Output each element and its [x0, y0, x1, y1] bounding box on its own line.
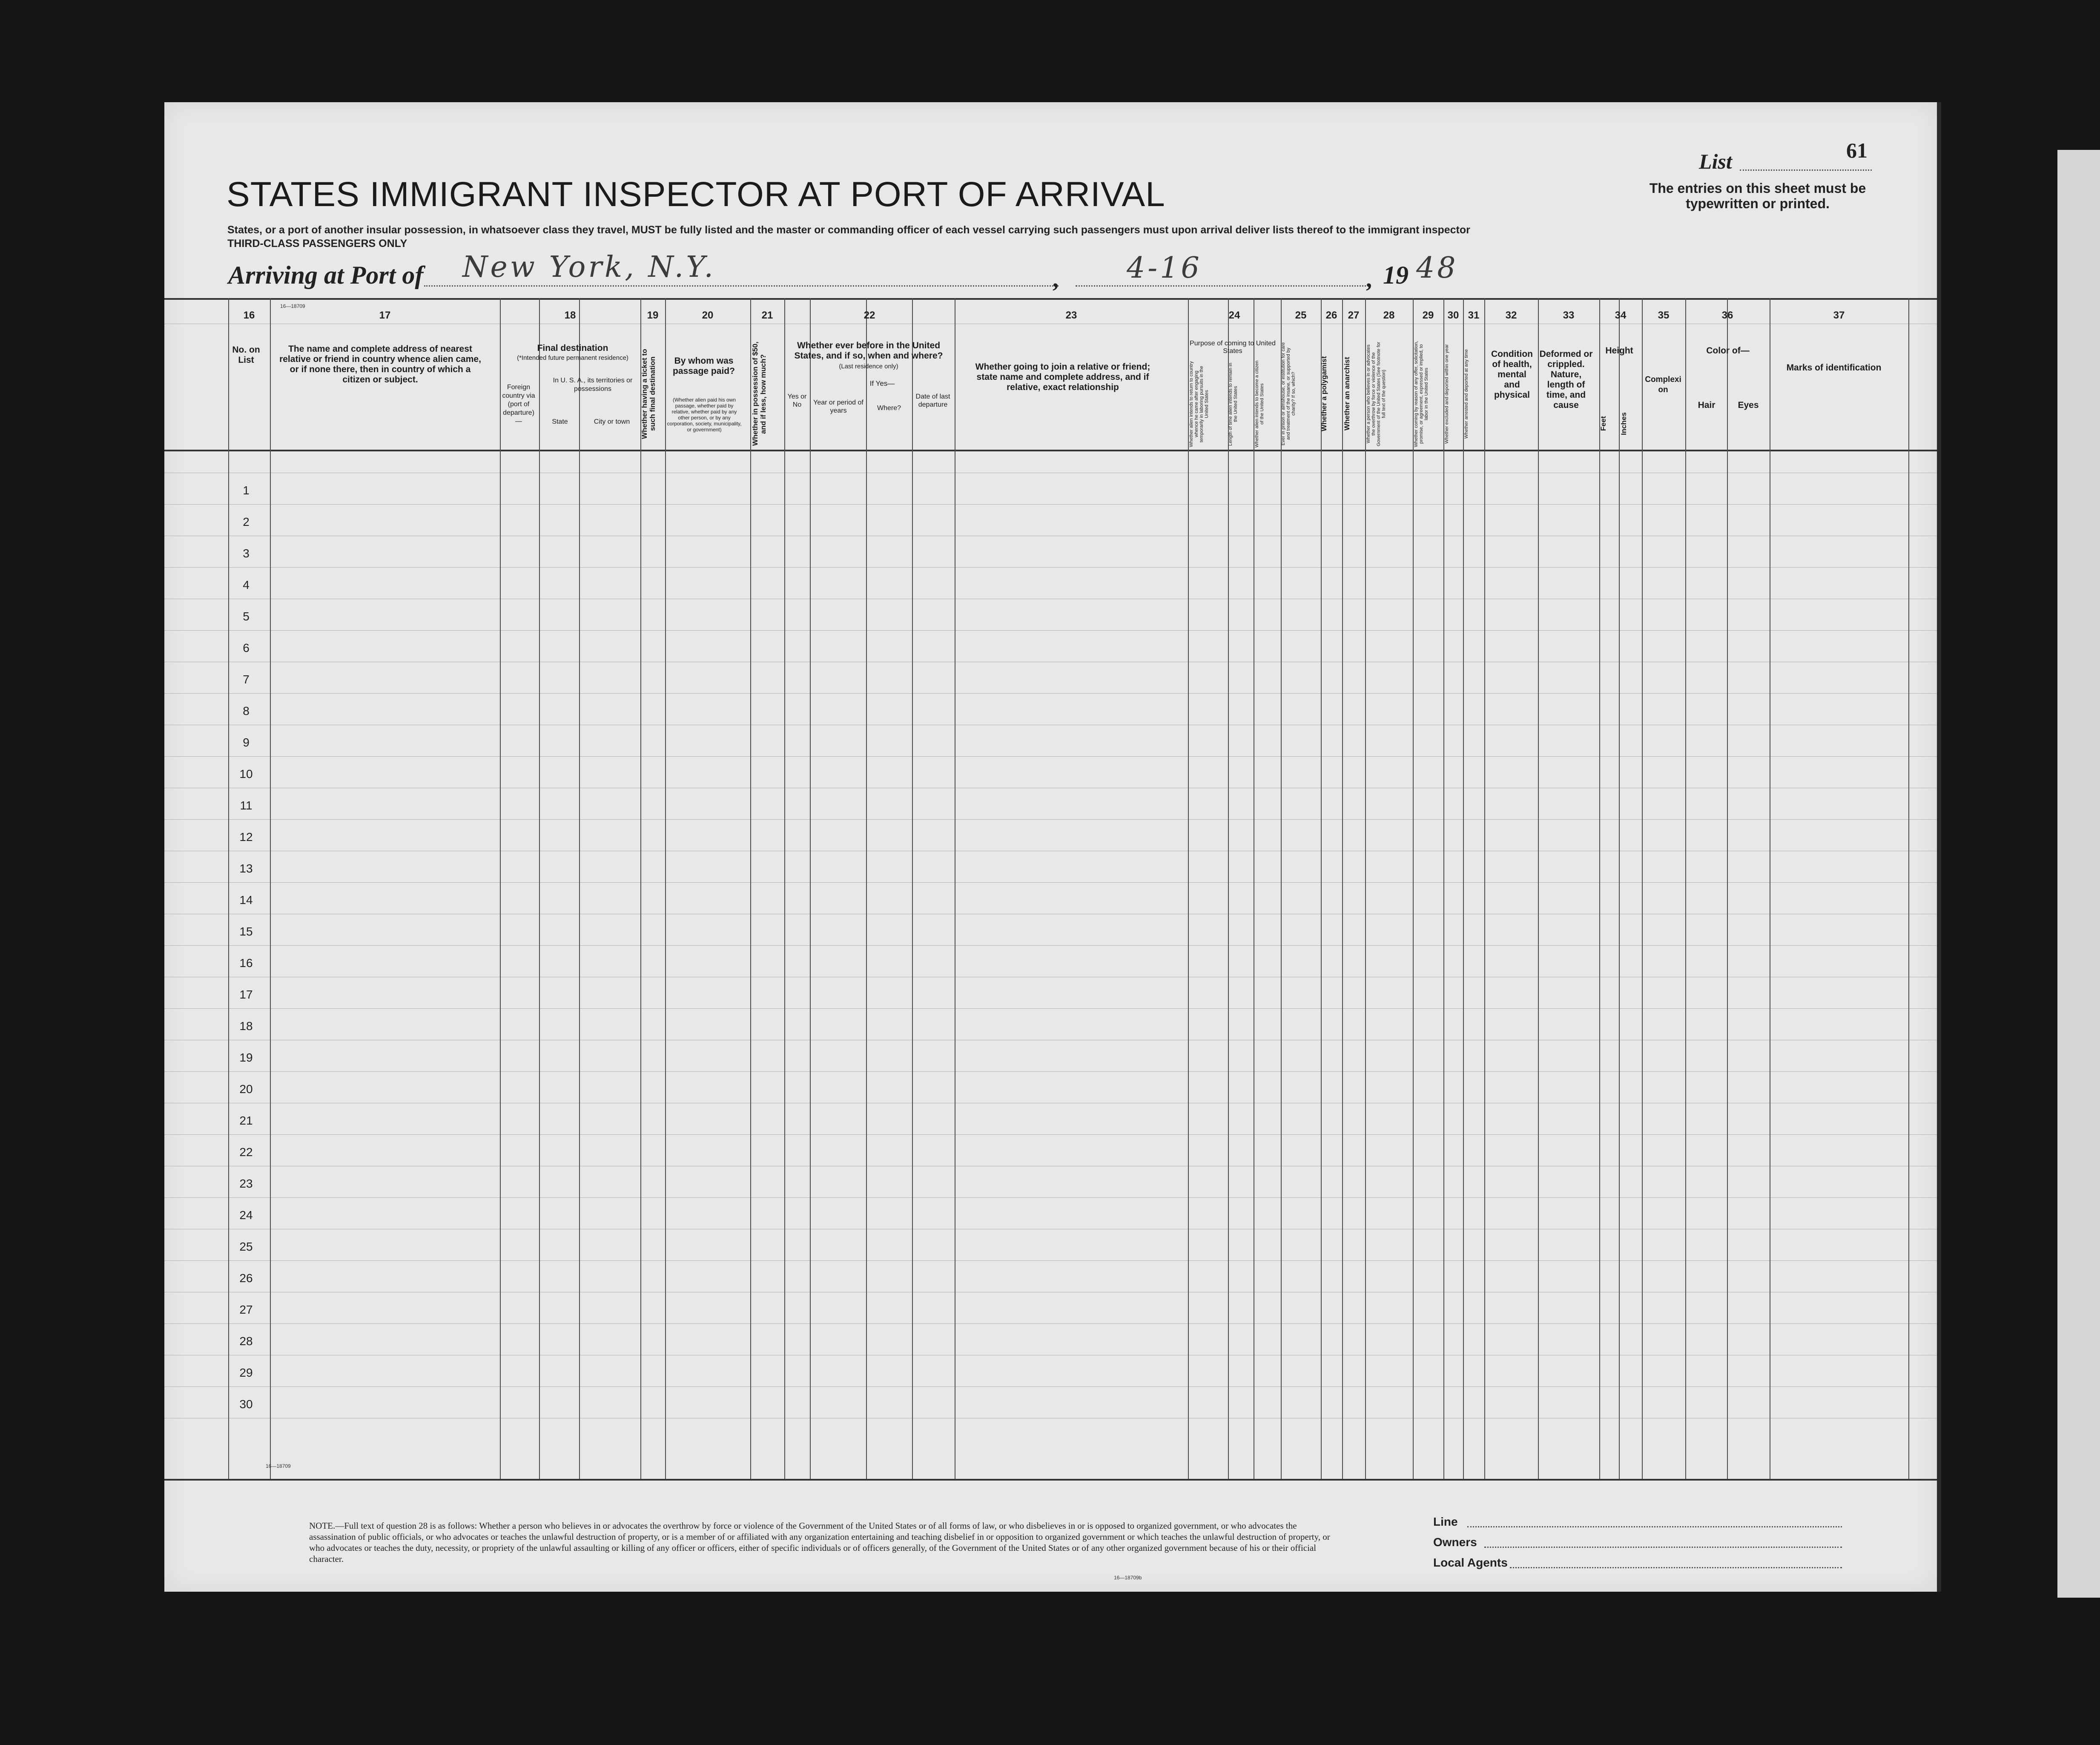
- header-passage-paid-sub: (Whether alien paid his own passage, whether paid by relative, whether paid by any other person, or by any corporation, society, municipality, or government): [667, 397, 742, 433]
- row-number: 20: [239, 1082, 253, 1096]
- column-number: 22: [864, 310, 875, 321]
- port-line: [424, 285, 1059, 287]
- header-ticket: Whether having a ticket to such final destination: [640, 349, 657, 439]
- column-line: [1463, 298, 1464, 1479]
- row-line: [164, 1008, 1937, 1009]
- form-code-top: 16—18709: [280, 303, 305, 309]
- column-line: [1619, 298, 1620, 1479]
- header-overthrow: Whether a person who believes in or advocates the overthrow by force or violence of the Government of the United States (See footnote for full text of the question): [1366, 342, 1386, 446]
- row-line: [164, 882, 1937, 883]
- header-arrested: Whether arrested and deported at any time: [1464, 349, 1469, 439]
- column-line: [1908, 298, 1909, 1479]
- header-where: Where?: [877, 405, 901, 412]
- header-if-yes: If Yes—: [869, 379, 895, 387]
- row-number: 4: [243, 578, 250, 591]
- column-number: 35: [1658, 310, 1670, 321]
- row-number: 27: [239, 1303, 253, 1316]
- year-handwritten: 48: [1416, 251, 1458, 285]
- column-line: [1321, 298, 1322, 1479]
- column-number: 31: [1468, 310, 1480, 321]
- header-bottom-border: [164, 450, 1937, 451]
- local-agents-label: Local Agents: [1433, 1556, 1508, 1569]
- column-line: [270, 298, 271, 1479]
- header-nearest-relative: The name and complete address of nearest relative or friend in country whence alien came, or if none there, then in country of which a citizen or subject.: [279, 344, 481, 385]
- header-anarchist: Whether an anarchist: [1343, 357, 1351, 431]
- column-line: [539, 298, 540, 1479]
- form-code-note: 16—18709b: [1114, 1575, 1142, 1581]
- row-number: 2: [243, 515, 250, 528]
- row-number: 10: [239, 767, 253, 781]
- column-number: 26: [1325, 310, 1337, 321]
- row-line: [164, 819, 1937, 820]
- row-number: 7: [243, 673, 250, 686]
- column-line: [579, 298, 580, 1479]
- column-number: 29: [1422, 310, 1434, 321]
- row-number: 5: [243, 610, 250, 623]
- column-number: 25: [1295, 310, 1307, 321]
- header-feet: Feet: [1599, 416, 1607, 431]
- column-number: 33: [1563, 310, 1575, 321]
- row-line: [164, 630, 1937, 631]
- list-number: 61: [1846, 138, 1868, 162]
- table-top-border: [164, 298, 1937, 300]
- header-prison: Ever in prison or almshouse, or institution for care and treatment of the insane, or supported by charity? If so, which?: [1281, 342, 1296, 446]
- column-line: [866, 298, 867, 1479]
- subtitle: States, or a port of another insular possession, in whatsoever class they travel, MUST be fully listed and the master or commanding officer of each vessel carrying such passengers must upon arrival deliver lists thereof to the immigrant inspector: [227, 224, 1470, 236]
- row-number: 3: [243, 547, 250, 560]
- local-agents-field[interactable]: [1510, 1567, 1842, 1568]
- column-line: [912, 298, 913, 1479]
- date-handwritten: 4-16: [1127, 251, 1202, 285]
- list-label: List: [1699, 149, 1732, 173]
- footnote: NOTE.—Full text of question 28 is as follows: Whether a person who believes in or advocates the overthrow by force or violence of the Government of the United States or of all forms of law, or who disbelieves in or is opposed to organized government, or who advocates the assassination of public officials, or who advocates or teaches the unlawful destruction of property, or is a member of or affiliated with any organization entertaining and teaching disbelief in or opposition to organized government or which teaches the unlawful destruction of property, or who advocates or teaches the duty, necessity, or propriety of the unlawful assaulting or killing of any officer or officers, either of specific individuals or of officers generally, of the Government of the United States or of any other organized government because of his or their official character.: [309, 1521, 1330, 1564]
- header-city: City or town: [594, 418, 630, 425]
- column-number: 34: [1615, 310, 1627, 321]
- row-line: [164, 567, 1937, 568]
- row-number: 15: [239, 925, 253, 938]
- manifest-sheet: [164, 102, 1941, 1592]
- column-line: [1281, 298, 1282, 1479]
- header-date-departure: Date of last departure: [915, 393, 950, 408]
- form-code-bottom: 16—18709: [266, 1463, 291, 1469]
- column-number: 16: [243, 310, 255, 321]
- row-number: 1: [243, 484, 250, 497]
- header-join-relative: Whether going to join a relative or friend; state name and complete address, and if relative, exact relationship: [975, 362, 1150, 392]
- header-no-on-list: No. on List: [232, 345, 260, 365]
- column-number: 18: [564, 310, 576, 321]
- column-line: [1685, 298, 1686, 1479]
- column-line: [1365, 298, 1366, 1479]
- header-final-destination: Final destination: [537, 343, 608, 353]
- header-height: Height: [1605, 346, 1633, 356]
- column-line: [1342, 298, 1343, 1479]
- row-number: 8: [243, 704, 250, 718]
- row-number: 22: [239, 1145, 253, 1159]
- row-number: 21: [239, 1114, 253, 1127]
- column-number: 23: [1065, 310, 1077, 321]
- entries-note: The entries on this sheet must be typewritten or printed.: [1649, 181, 1866, 211]
- row-line: [164, 1134, 1937, 1135]
- column-line: [500, 298, 501, 1479]
- passenger-table: [164, 298, 1937, 1507]
- column-number: 24: [1228, 310, 1240, 321]
- row-number: 30: [239, 1398, 253, 1411]
- column-line: [784, 298, 785, 1479]
- line-field[interactable]: [1467, 1526, 1842, 1527]
- row-line: [164, 1071, 1937, 1072]
- column-number: 20: [702, 310, 714, 321]
- header-purpose-c: Whether alien intends to become a citizen of the United States: [1254, 360, 1265, 448]
- column-line: [228, 298, 229, 1479]
- row-line: [164, 1323, 1937, 1324]
- column-line: [1413, 298, 1414, 1479]
- year-prefix: 19: [1383, 261, 1409, 289]
- header-state: State: [552, 418, 568, 425]
- column-line: [750, 298, 751, 1479]
- row-number: 23: [239, 1177, 253, 1190]
- row-number: 19: [239, 1051, 253, 1064]
- row-line: [164, 1386, 1937, 1387]
- row-number: 29: [239, 1366, 253, 1379]
- list-number-line: [1740, 169, 1872, 171]
- header-final-destination-sub: (*Intended future permanent residence): [517, 354, 628, 362]
- row-number: 14: [239, 893, 253, 907]
- header-purpose-a: Whether alien intends to return to country whence he came after engaging temporarily in laboring pursuits in the United States: [1189, 361, 1209, 447]
- column-number: 28: [1383, 310, 1395, 321]
- column-number: 32: [1505, 310, 1517, 321]
- column-number: 27: [1348, 310, 1360, 321]
- column-number: 36: [1721, 310, 1733, 321]
- column-line: [665, 298, 666, 1479]
- date-line: [1076, 285, 1369, 287]
- header-deformed: Deformed or crippled. Nature, length of time, and cause: [1539, 349, 1593, 410]
- row-number: 12: [239, 830, 253, 844]
- row-number: 28: [239, 1335, 253, 1348]
- header-excluded: Whether excluded and deported within one year: [1444, 344, 1449, 444]
- header-year-period: Year or period of years: [813, 399, 864, 414]
- column-number: 17: [379, 310, 391, 321]
- row-number: 24: [239, 1208, 253, 1222]
- class-line: THIRD-CLASS PASSENGERS ONLY: [227, 238, 407, 250]
- row-line: [164, 1197, 1937, 1198]
- row-number: 16: [239, 956, 253, 970]
- column-line: [1642, 298, 1643, 1479]
- row-line: [164, 756, 1937, 757]
- row-number: 11: [240, 799, 252, 812]
- comma: ,: [1053, 266, 1059, 293]
- header-color-of: Color of—: [1706, 346, 1750, 356]
- header-yes-no: Yes or No: [787, 393, 807, 408]
- column-number: 37: [1833, 310, 1845, 321]
- header-purpose-b: Length of time alien intends to remain in the United States: [1228, 362, 1238, 446]
- header-usa: In U. S. A., its territories or possessions: [553, 377, 633, 393]
- arriving-label: Arriving at Port of: [228, 261, 424, 289]
- header-labor-offer: Whether coming by reason of any offer, solicitation, promise, or agreement, expressed or implied, to labor in the United States: [1414, 341, 1429, 447]
- header-hair: Hair: [1698, 400, 1716, 410]
- column-line: [1188, 298, 1189, 1479]
- column-line: [1228, 298, 1229, 1479]
- row-number: 6: [243, 641, 250, 654]
- header-before-in-us: Whether ever before in the United States, and if so, when and where?: [794, 341, 943, 361]
- column-line: [640, 298, 641, 1479]
- column-line: [1443, 298, 1444, 1479]
- row-number: 18: [239, 1019, 253, 1033]
- adjacent-page-strip: [2057, 150, 2100, 1598]
- column-line: [810, 298, 811, 1479]
- line-label: Line: [1433, 1515, 1458, 1528]
- header-foreign-country: Foreign country via (port of departure)—: [502, 384, 535, 425]
- owners-field[interactable]: [1484, 1547, 1842, 1548]
- page-title: STATES IMMIGRANT INSPECTOR AT PORT OF ARRIVAL: [227, 175, 1165, 214]
- header-marks: Marks of identification: [1786, 363, 1882, 373]
- header-fifty-dollars: Whether in possession of $50, and if less, how much?: [751, 342, 767, 446]
- port-handwritten: New York, N.Y.: [462, 250, 716, 284]
- row-line: [164, 945, 1937, 946]
- column-line: [1727, 298, 1728, 1479]
- header-health: Condition of health, mental and physical: [1491, 349, 1533, 400]
- row-number: 9: [243, 736, 250, 749]
- header-passage-paid: By whom was passage paid?: [673, 356, 735, 376]
- table-bottom-border: [164, 1479, 1937, 1481]
- owners-label: Owners: [1433, 1535, 1477, 1549]
- row-line: [164, 504, 1937, 505]
- header-eyes: Eyes: [1738, 400, 1759, 410]
- column-number: 19: [647, 310, 659, 321]
- header-inches: Inches: [1620, 412, 1628, 435]
- row-line: [164, 693, 1937, 694]
- header-complexion: Complexion: [1645, 375, 1681, 394]
- row-number: 13: [239, 862, 253, 875]
- column-line: [1484, 298, 1485, 1479]
- row-number: 25: [239, 1240, 253, 1253]
- row-number: 17: [239, 988, 253, 1001]
- column-number: 21: [761, 310, 773, 321]
- column-line: [1599, 298, 1600, 1479]
- header-polygamist: Whether a polygamist: [1320, 356, 1328, 432]
- comma-2: ,: [1366, 266, 1372, 293]
- header-purpose: Purpose of coming to United States: [1190, 340, 1276, 355]
- header-last-residence: (Last residence only): [839, 363, 898, 370]
- row-number: 26: [239, 1271, 253, 1285]
- row-line: [164, 1260, 1937, 1261]
- column-line: [1538, 298, 1539, 1479]
- column-number: 30: [1447, 310, 1459, 321]
